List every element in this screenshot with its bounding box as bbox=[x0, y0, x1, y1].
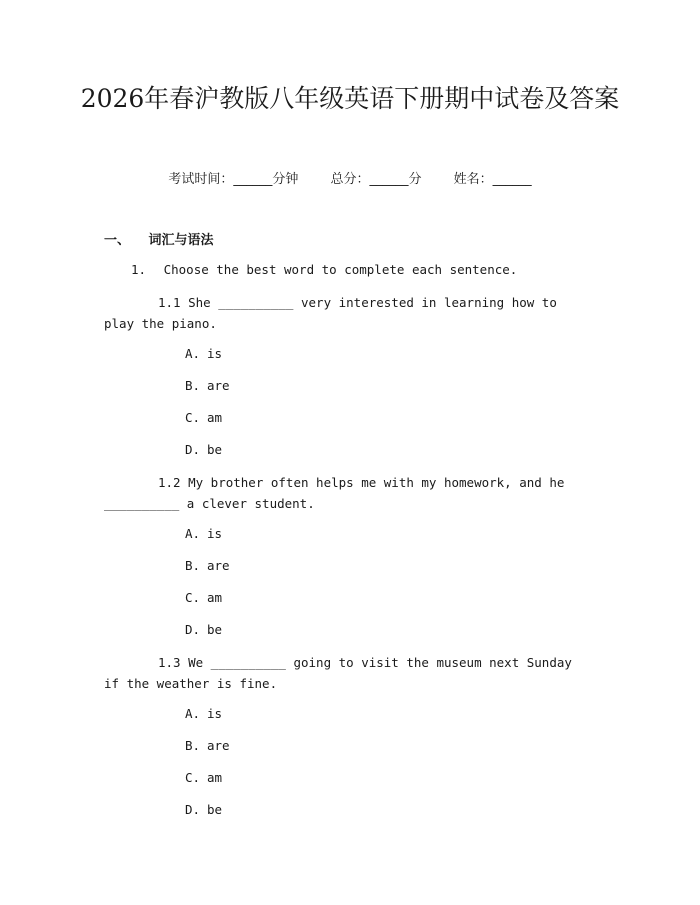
option-1-1-b bbox=[185, 378, 230, 393]
option-text: is bbox=[207, 526, 223, 541]
option-label: B. bbox=[185, 378, 201, 393]
option-1-3-a bbox=[185, 706, 222, 721]
question-number: 1. bbox=[131, 262, 147, 277]
option-text: are bbox=[207, 558, 230, 573]
option-1-2-b bbox=[185, 558, 230, 573]
option-1-3-b bbox=[185, 738, 230, 753]
option-text: be bbox=[207, 622, 223, 637]
subquestion-1-1-stem: 1.1 She __________ very interested in learning how to play the piano. bbox=[104, 295, 557, 331]
option-label: D. bbox=[185, 802, 201, 817]
option-text: be bbox=[207, 802, 223, 817]
option-label: B. bbox=[185, 738, 201, 753]
option-text: am bbox=[207, 770, 223, 785]
option-label: A. bbox=[185, 346, 201, 361]
question-1 bbox=[131, 262, 517, 277]
option-label: A. bbox=[185, 526, 201, 541]
option-text: are bbox=[207, 378, 230, 393]
option-1-3-c bbox=[185, 770, 222, 785]
option-1-2-d bbox=[185, 622, 222, 637]
total-score-field: 总分：______分 bbox=[330, 172, 422, 187]
option-label: A. bbox=[185, 706, 201, 721]
option-label: C. bbox=[185, 770, 201, 785]
option-1-1-d bbox=[185, 442, 222, 457]
option-text: is bbox=[207, 346, 223, 361]
option-text: am bbox=[207, 410, 223, 425]
option-label: C. bbox=[185, 590, 201, 605]
exam-info-line bbox=[0, 168, 700, 187]
option-label: D. bbox=[185, 622, 201, 637]
option-1-2-c bbox=[185, 590, 222, 605]
subquestion-1-3-stem: 1.3 We __________ going to visit the museum next Sunday if the weather is fine. bbox=[104, 655, 572, 691]
option-1-1-a bbox=[185, 346, 222, 361]
section-number: 一、 bbox=[104, 233, 131, 248]
exam-time-field: 考试时间：______分钟 bbox=[168, 172, 299, 187]
option-text: be bbox=[207, 442, 223, 457]
option-1-1-c bbox=[185, 410, 222, 425]
option-label: C. bbox=[185, 410, 201, 425]
name-field: 姓名：______ bbox=[453, 172, 532, 187]
option-text: is bbox=[207, 706, 223, 721]
page-title: 2026年春沪教版八年级英语下册期中试卷及答案 bbox=[80, 84, 620, 113]
section-title: 词汇与语法 bbox=[148, 233, 214, 248]
option-1-3-d bbox=[185, 802, 222, 817]
option-label: D. bbox=[185, 442, 201, 457]
option-text: am bbox=[207, 590, 223, 605]
option-1-2-a bbox=[185, 526, 222, 541]
option-label: B. bbox=[185, 558, 201, 573]
subquestion-1-2-stem: 1.2 My brother often helps me with my homework, and he __________ a clever student. bbox=[104, 475, 565, 511]
option-text: are bbox=[207, 738, 230, 753]
question-text: Choose the best word to complete each sentence. bbox=[163, 262, 518, 277]
section-heading bbox=[104, 229, 214, 248]
